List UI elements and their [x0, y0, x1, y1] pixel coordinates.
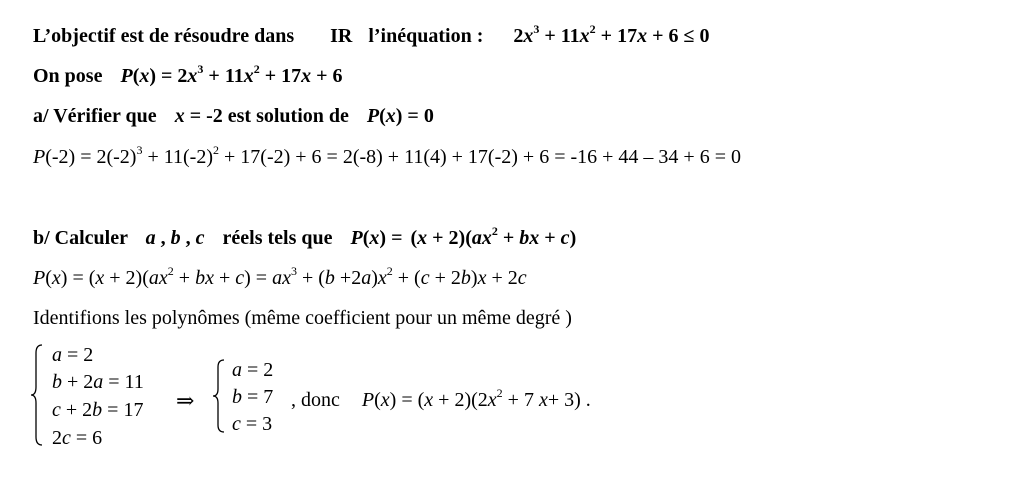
question-a	[33, 104, 434, 128]
equation-row: c + 2b = 17	[52, 399, 144, 421]
left-brace-icon	[30, 343, 44, 447]
equation-row: b + 2a = 11	[52, 371, 144, 393]
question-a-text: = -2 est solution de	[184, 105, 349, 127]
equation-row: a = 2	[52, 344, 94, 366]
objective-text: L’objectif est de résoudre dans	[33, 25, 295, 47]
polynomial-definition: $P(x) = 2x^3 + 11x^2 + 17x + 6$	[120, 62, 343, 87]
solution-row: c = 3	[232, 413, 273, 435]
factored-form: $P(x) = (x + 2)(ax^2$ + bx + c)	[350, 224, 577, 249]
equation-row: 2c = 6	[52, 427, 103, 449]
objective-line	[33, 24, 709, 48]
variable-x: x	[174, 105, 185, 127]
inequation-label: l’inéquation :	[368, 25, 484, 47]
expansion-line: $P(x) = (x + 2)(ax^2$ + bx + $c) = ax^3 + (b +2a)x^2 + (c + 2b)x + 2c$	[33, 264, 527, 289]
on-pose-label: On pose	[33, 65, 103, 87]
question-a-label: a/ Vérifier que	[33, 105, 157, 127]
implies-arrow-icon: ⇒	[176, 388, 195, 413]
define-polynomial-line	[33, 64, 343, 88]
identification-text: Identifions les polynômes (même coefficient pour un même degré )	[33, 307, 572, 329]
verification-computation: $P(-2) = 2(-2)^3 + 11(-2)^2 + 17(-2) + 6 = 2(-8) + 11(4) + 17(-2) + 6 = -16 + 44 - 34 + 6 = 0$	[33, 143, 741, 168]
left-brace-icon	[212, 358, 226, 434]
solution-row: a = 2	[232, 359, 274, 381]
conclusion: , donc $P(x) = (x + 2)(2x^2 + 7$ x+ 3) .	[291, 386, 591, 411]
question-b-label: b/ Calculer	[33, 227, 128, 249]
inequation: $2x^3 + 11x^2 + 17x + 6 \le 0$	[513, 22, 710, 47]
p-equals-zero: P(x) = 0	[366, 105, 434, 127]
reals-set-symbol: IR	[330, 25, 353, 47]
question-b: b/ Calculer a , b , c réels tels que $P(x) = (x + 2)(ax^2$ + bx + c)	[33, 224, 577, 249]
question-b-text: réels tels que	[222, 227, 333, 249]
solution-row: b = 7	[232, 386, 274, 408]
